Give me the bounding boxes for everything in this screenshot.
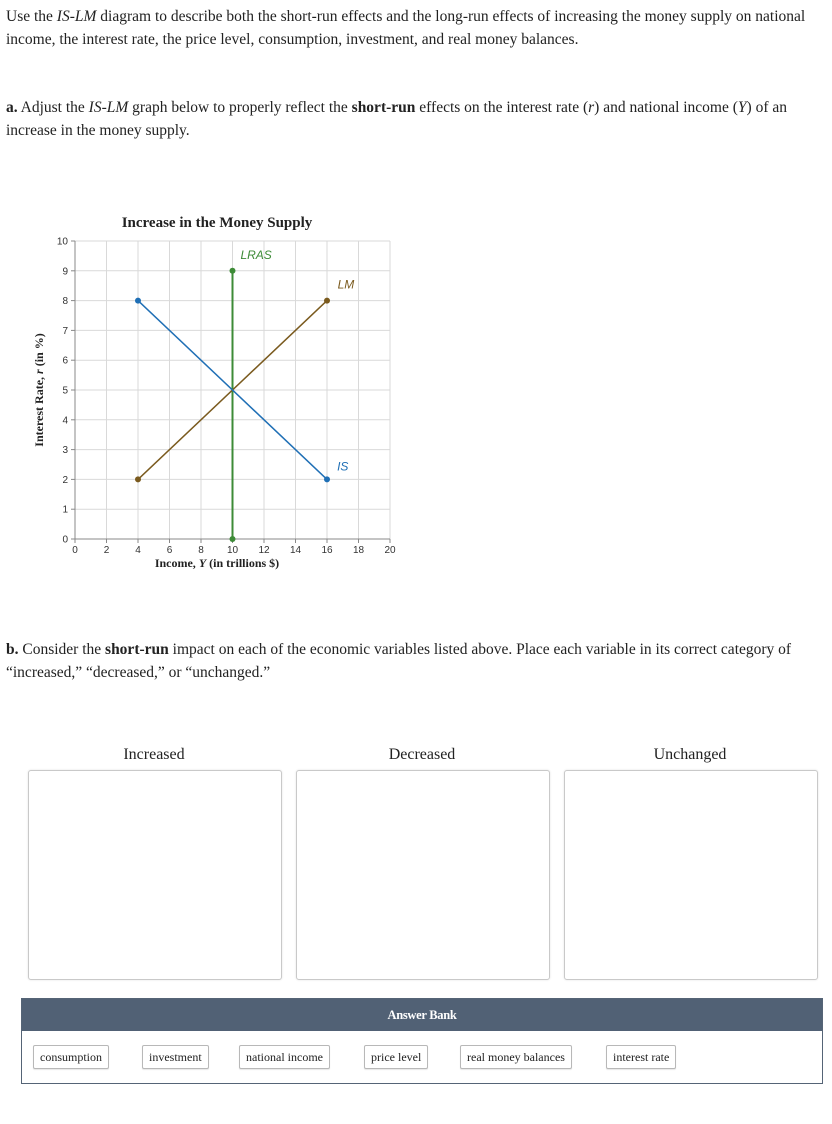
y-tick-label: 6	[62, 355, 68, 367]
x-tick-label: 2	[103, 545, 110, 556]
y-tick-label: 8	[62, 296, 68, 308]
y-axis-label: Interest Rate, r (in %)	[32, 333, 46, 447]
lm-handle[interactable]	[135, 476, 141, 482]
y-tick-label: 5	[62, 385, 68, 397]
intro-text: Use the IS-LM diagram to describe both the short-run effects and the long-run effects of increasing the money supply on national income, the interest rate, the price level, consumption, investment, and real money balances.	[6, 8, 806, 48]
category-increased-label: Increased	[123, 746, 185, 763]
category-unchanged-label: Unchanged	[653, 746, 727, 763]
x-tick-label: 14	[289, 545, 302, 556]
is-handle[interactable]	[135, 298, 141, 304]
chart-title: Increase in the Money Supply	[121, 215, 313, 231]
y-tick-label: 3	[62, 445, 68, 457]
answer-chip-interest-rate[interactable]: interest rate	[606, 1045, 676, 1069]
y-tick-label: 0	[62, 534, 68, 546]
answer-bank-header: Answer Bank	[22, 999, 822, 1031]
is-handle[interactable]	[324, 476, 330, 482]
lras-handle[interactable]	[230, 268, 236, 274]
y-tick-label: 10	[56, 236, 68, 248]
part-a-text: a. Adjust the IS-LM graph below to properly reflect the short-run effects on the interest rate (r) and national income (Y) of an increase in the money supply.	[6, 99, 787, 139]
answer-chip-real-money-balances[interactable]: real money balances	[460, 1045, 572, 1069]
y-tick-label: 2	[62, 474, 68, 486]
x-tick-label: 16	[321, 545, 333, 556]
x-tick-label: 4	[135, 545, 141, 556]
part-b-text: b. Consider the short-run impact on each of the economic variables listed above. Place each variable in its correct category of “increased,” “decreased,” or “unchanged.”	[6, 641, 792, 681]
x-tick-label: 0	[72, 545, 78, 556]
increased-drop-zone[interactable]	[28, 770, 282, 980]
x-tick-label: 20	[384, 545, 396, 556]
part-a-label: a.	[6, 99, 18, 116]
category-decreased-label: Decreased	[388, 746, 456, 763]
y-tick-label: 1	[62, 504, 68, 516]
part-b-label: b.	[6, 641, 19, 658]
x-tick-label: 18	[352, 545, 365, 556]
y-tick-label: 9	[62, 266, 68, 278]
x-tick-label: 10	[226, 545, 239, 556]
lm-label: LM	[337, 277, 355, 292]
unchanged-drop-zone[interactable]	[564, 770, 818, 980]
islm-chart[interactable]	[0, 200, 420, 580]
y-tick-label: 7	[62, 325, 68, 337]
x-tick-label: 12	[258, 545, 270, 556]
is-label: IS	[337, 459, 349, 474]
x-tick-label: 6	[166, 545, 173, 556]
answer-chip-investment[interactable]: investment	[142, 1045, 209, 1069]
lm-handle[interactable]	[324, 298, 330, 304]
y-tick-label: 4	[62, 415, 68, 427]
lras-handle[interactable]	[230, 536, 236, 542]
answer-bank	[21, 998, 823, 1084]
decreased-drop-zone[interactable]	[296, 770, 550, 980]
lras-label: LRAS	[240, 247, 272, 262]
chart-series[interactable]	[135, 248, 354, 542]
x-axis-label: Income, Y (in trillions $)	[154, 556, 280, 570]
answer-chip-consumption[interactable]: consumption	[33, 1045, 109, 1069]
x-tick-label: 8	[198, 545, 204, 556]
answer-chip-national-income[interactable]: national income	[239, 1045, 330, 1069]
answer-chip-price-level[interactable]: price level	[364, 1045, 428, 1069]
